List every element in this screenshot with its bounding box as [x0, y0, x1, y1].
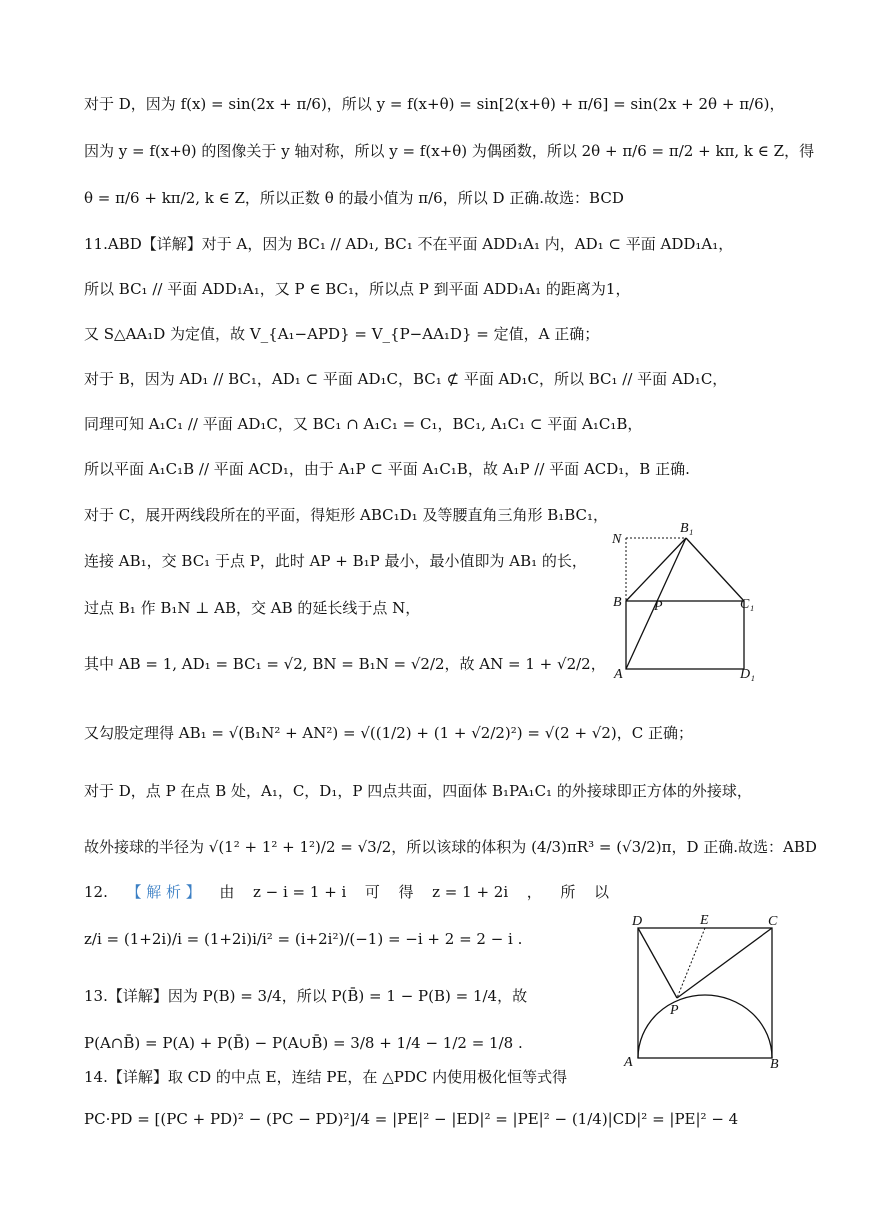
q12-equation: z = 1 + 2i	[432, 883, 509, 901]
label-A: A	[614, 667, 623, 682]
text-line: 对于 B，因为 AD₁ // BC₁，AD₁ ⊂ 平面 AD₁C，BC₁ ⊄ 平面 AD₁C，所以 BC₁ // 平面 AD₁C，	[84, 370, 728, 388]
q12-text: 以	[593, 883, 609, 901]
edge-BB1	[626, 538, 686, 601]
q12-equation: z − i = 1 + i	[252, 883, 347, 901]
text-line: 所以平面 A₁C₁B // 平面 ACD₁，由于 A₁P ⊂ 平面 A₁C₁B，故 A₁P // 平面 ACD₁，B 正确.	[84, 460, 690, 478]
label-D: D	[632, 914, 643, 929]
text-line: 对于 D，因为 f(x) = sin(2x + π/6)，所以 y = f(x+θ) = sin[2(x+θ) + π/6] = sin(2x + 2θ + π/6)，	[84, 95, 785, 113]
text-line: 对于 D，点 P 在点 B 处，A₁，C，D₁，P 四点共面，四面体 B₁PA₁C₁ 的外接球即正方体的外接球，	[84, 782, 752, 800]
text-line: 13.【详解】因为 P(B) = 3/4，所以 P(B̄) = 1 − P(B) = 1/4，故	[84, 987, 528, 1005]
label-B: B	[770, 1057, 779, 1072]
text-line: 所以 BC₁ // 平面 ADD₁A₁，又 P ∈ BC₁，所以点 P 到平面 ADD₁A₁ 的距离为1，	[84, 280, 631, 298]
text-line: 又 S△AA₁D 为定值，故 V_{A₁−APD} = V_{P−AA₁D} = 定值，A 正确；	[84, 325, 600, 343]
q12-line	[84, 881, 609, 903]
text-line: PC·PD = [(PC + PD)² − (PC − PD)²]/4 = |PE|² − |ED|² = |PE|² − (1/4)|CD|² = |PE|² − 4	[84, 1110, 739, 1128]
q12-number: 12.	[84, 883, 108, 901]
q12-text: 可	[364, 883, 380, 901]
text-line: 连接 AB₁，交 BC₁ 于点 P，此时 AP + B₁P 最小，最小值即为 AB₁ 的长，	[84, 552, 587, 570]
text-line: 14.【详解】取 CD 的中点 E，连结 PE，在 △PDC 内使用极化恒等式得	[84, 1068, 568, 1086]
figure-rectangle-triangle	[608, 518, 768, 686]
edge-B1C1	[686, 538, 744, 601]
text-line: 对于 C，展开两线段所在的平面，得矩形 ABC₁D₁ 及等腰直角三角形 B₁BC₁，	[84, 506, 609, 524]
label-D1: D₁	[740, 667, 755, 682]
text-line: θ = π/6 + kπ/2, k ∈ Z，所以正数 θ 的最小值为 π/6，所以 D 正确.故选：BCD	[84, 189, 624, 207]
text-line: 故外接球的半径为 √(1² + 1² + 1²)/2 = √3/2，所以该球的体积为 (4/3)πR³ = (√3/2)π，D 正确.故选：ABD	[84, 838, 817, 856]
label-P: P	[654, 599, 663, 614]
figure-square-semicircle	[620, 910, 790, 1075]
text-line: P(A∩B̄) = P(A) + P(B̄) − P(A∪B̄) = 3/8 + 1/4 − 1/2 = 1/8 .	[84, 1034, 523, 1052]
label-P: P	[670, 1003, 679, 1018]
text-line: 过点 B₁ 作 B₁N ⊥ AB，交 AB 的延长线于点 N，	[84, 599, 421, 617]
square-ABCD	[638, 928, 772, 1058]
label-A: A	[624, 1055, 633, 1070]
label-C: C	[768, 914, 778, 929]
q12-text: 得	[398, 883, 414, 901]
label-B: B	[613, 595, 622, 610]
q12-text: 由	[219, 883, 235, 901]
segment-PD	[638, 928, 677, 998]
rectangle-ABC1D1	[626, 601, 744, 669]
label-E: E	[700, 913, 709, 928]
label-B1: B₁	[680, 521, 694, 536]
text-line: 又勾股定理得 AB₁ = √(B₁N² + AN²) = √((1/2) + (1 + √2/2)²) = √(2 + √2)，C 正确；	[84, 724, 693, 742]
label-C1: C₁	[740, 597, 755, 612]
semicircle	[638, 995, 772, 1058]
text-line: 其中 AB = 1, AD₁ = BC₁ = √2, BN = B₁N = √2/2，故 AN = 1 + √2/2，	[84, 655, 606, 673]
q12-text: 所	[560, 883, 576, 901]
text-line: 同理可知 A₁C₁ // 平面 AD₁C，又 BC₁ ∩ A₁C₁ = C₁，BC₁, A₁C₁ ⊂ 平面 A₁C₁B，	[84, 415, 643, 433]
label-N: N	[612, 532, 622, 547]
text-line: 11.ABD【详解】对于 A，因为 BC₁ // AD₁, BC₁ 不在平面 ADD₁A₁ 内，AD₁ ⊂ 平面 ADD₁A₁，	[84, 235, 734, 253]
text-line: z/i = (1+2i)/i = (1+2i)i/i² = (i+2i²)/(−1) = −i + 2 = 2 − i .	[84, 930, 523, 948]
text-line: 因为 y = f(x+θ) 的图像关于 y 轴对称，所以 y = f(x+θ) 为偶函数，所以 2θ + π/6 = π/2 + kπ, k ∈ Z，得	[84, 142, 815, 160]
q12-text: ，	[526, 883, 542, 901]
q12-tag: 【 解 析 】	[126, 883, 201, 901]
